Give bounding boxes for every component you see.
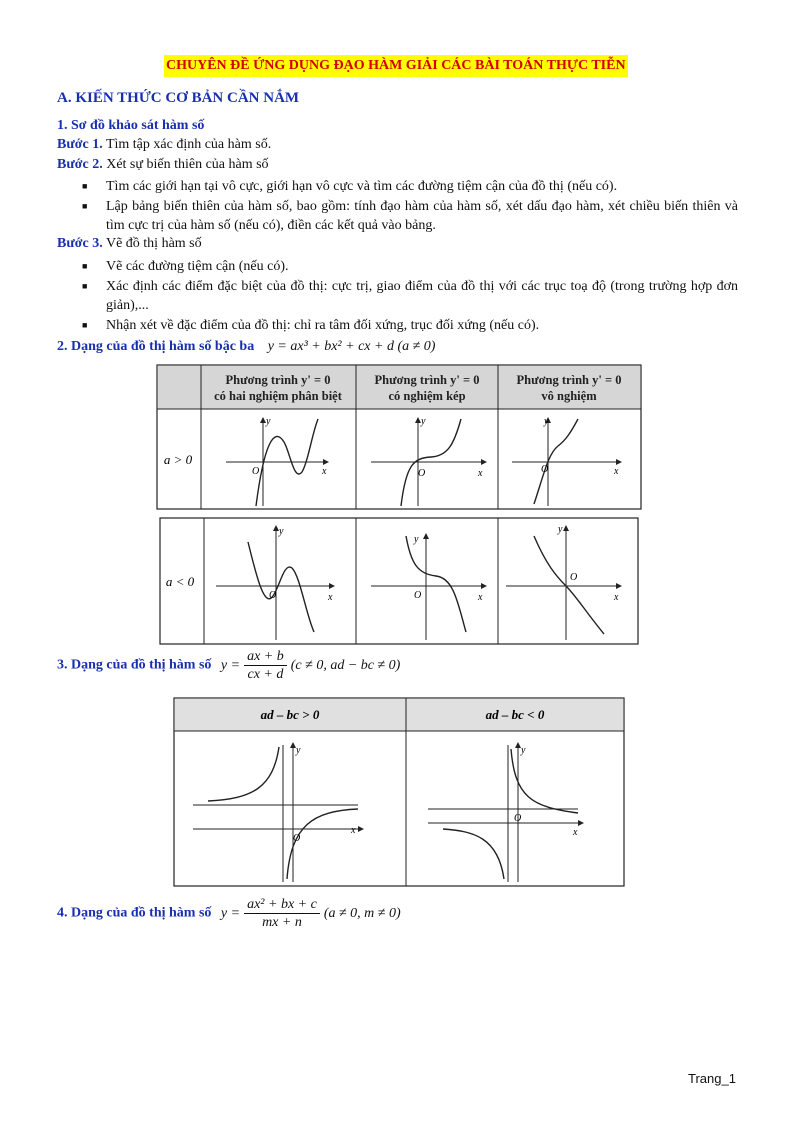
subsection-4-heading: 4. Dạng của đồ thị hàm số y = $\frac{\text{ax² + bx + c}}{mx + n}$ (a ≠ 0, m ≠ 0) <box>57 897 401 930</box>
svg-text:x: x <box>478 592 483 603</box>
step-3 <box>57 236 202 252</box>
svg-text:x: x <box>328 592 333 603</box>
svg-text:x: x <box>573 827 578 838</box>
step-2 <box>57 157 269 173</box>
step-2-label: Bước 2. <box>57 157 103 172</box>
homographic-formula: y = $\frac{ax + b}{cx + d}$ (c ≠ 0, ad − bc ≠ 0) <box>220 649 401 682</box>
step-3-text: Vẽ đồ thị hàm số <box>102 236 202 251</box>
header-ad-bc-negative: ad – bc < 0 <box>485 707 545 722</box>
homographic-graphs-figure <box>173 697 625 887</box>
header-no-root-line1: Phương trình y' = 0 <box>516 373 622 387</box>
step-3-bullet-2: ■ Xác định các điểm đặc biệt của đồ thị: cực trị, giao điểm của đồ thị với các trục toạ độ (trong trường hợp đơn giản),... <box>82 279 738 313</box>
svg-text:y: y <box>279 526 284 537</box>
section-a-heading: A. KIẾN THỨC CƠ BẢN CẦN NẮM <box>57 90 300 106</box>
step-2-bullet-1: ■ Tìm các giới hạn tại vô cực, giới hạn vô cực và tìm các đường tiệm cận của đồ thị (nếu có). <box>82 179 618 194</box>
step-2-text: Xét sự biến thiên của hàm số <box>102 157 269 172</box>
svg-text:O: O <box>514 813 522 824</box>
step-3-bullet-3: ■ Nhận xét về đặc điểm của đồ thị: chỉ ra tâm đối xứng, trục đối xứng (nếu có). <box>82 318 540 333</box>
svg-text:x: x <box>322 466 327 477</box>
step-3-label: Bước 3. <box>57 236 103 251</box>
header-double-root-line2: có nghiệm kép <box>388 389 466 403</box>
svg-text:x: x <box>614 592 619 603</box>
rational-formula: y = $\frac{\text{ax² + bx + c}}{mx + n}$ (a ≠ 0, m ≠ 0) <box>220 897 401 930</box>
svg-text:y: y <box>266 416 271 427</box>
step-1-text: Tìm tập xác định của hàm số. <box>102 137 272 152</box>
header-no-root-line2: vô nghiệm <box>541 389 597 403</box>
svg-text:O: O <box>541 464 549 475</box>
subsection-2-heading: 2. Dạng của đồ thị hàm số bậc ba y = ax³ + bx² + cx + d (a ≠ 0) <box>57 339 436 354</box>
subsection-3-heading: 3. Dạng của đồ thị hàm số y = $\frac{ax + b}{cx + d}$ (c ≠ 0, ad − bc ≠ 0) <box>57 649 401 682</box>
header-two-roots-line2: có hai nghiệm phân biệt <box>214 389 342 403</box>
svg-text:O: O <box>418 468 426 479</box>
svg-text:O: O <box>570 572 578 583</box>
svg-text:O: O <box>252 466 260 477</box>
page-title: CHUYÊN ĐỀ ỨNG DỤNG ĐẠO HÀM GIẢI CÁC BÀI TOÁN THỰC TIỄN <box>164 55 628 77</box>
cubic-graphs-figure <box>156 364 642 646</box>
row-label-a-positive: a > 0 <box>163 452 193 467</box>
step-1-label: Bước 1. <box>57 137 103 152</box>
row-label-a-negative: a < 0 <box>165 574 195 589</box>
step-3-bullet-1: ■ Vẽ các đường tiệm cận (nếu có). <box>82 259 289 274</box>
header-double-root-line1: Phương trình y' = 0 <box>374 373 480 387</box>
step-1 <box>57 137 271 153</box>
header-two-roots-line1: Phương trình y' = 0 <box>225 373 331 387</box>
subsection-1-heading: 1. Sơ đồ khảo sát hàm số <box>57 118 205 133</box>
svg-text:x: x <box>351 825 356 836</box>
svg-text:O: O <box>293 833 301 844</box>
svg-text:y: y <box>521 745 526 756</box>
svg-text:x: x <box>614 466 619 477</box>
svg-text:y: y <box>558 524 563 535</box>
svg-text:y: y <box>544 416 549 427</box>
svg-text:y: y <box>414 534 419 545</box>
svg-text:y: y <box>296 745 301 756</box>
svg-text:O: O <box>269 590 277 601</box>
header-ad-bc-positive: ad – bc > 0 <box>260 707 320 722</box>
step-2-bullet-2: ■ Lập bảng biến thiên của hàm số, bao gồm: tính đạo hàm của hàm số, xét dấu đạo hàm, xét chiều biến thiên và tìm cực trị của hàm số (nếu có), điền các kết quả vào bảng. <box>82 199 738 233</box>
svg-text:y: y <box>421 416 426 427</box>
cubic-formula: y = ax³ + bx² + cx + d (a ≠ 0) <box>267 339 436 354</box>
page-number: Trang_1 <box>688 1071 736 1086</box>
svg-text:O: O <box>414 590 422 601</box>
svg-text:x: x <box>478 468 483 479</box>
